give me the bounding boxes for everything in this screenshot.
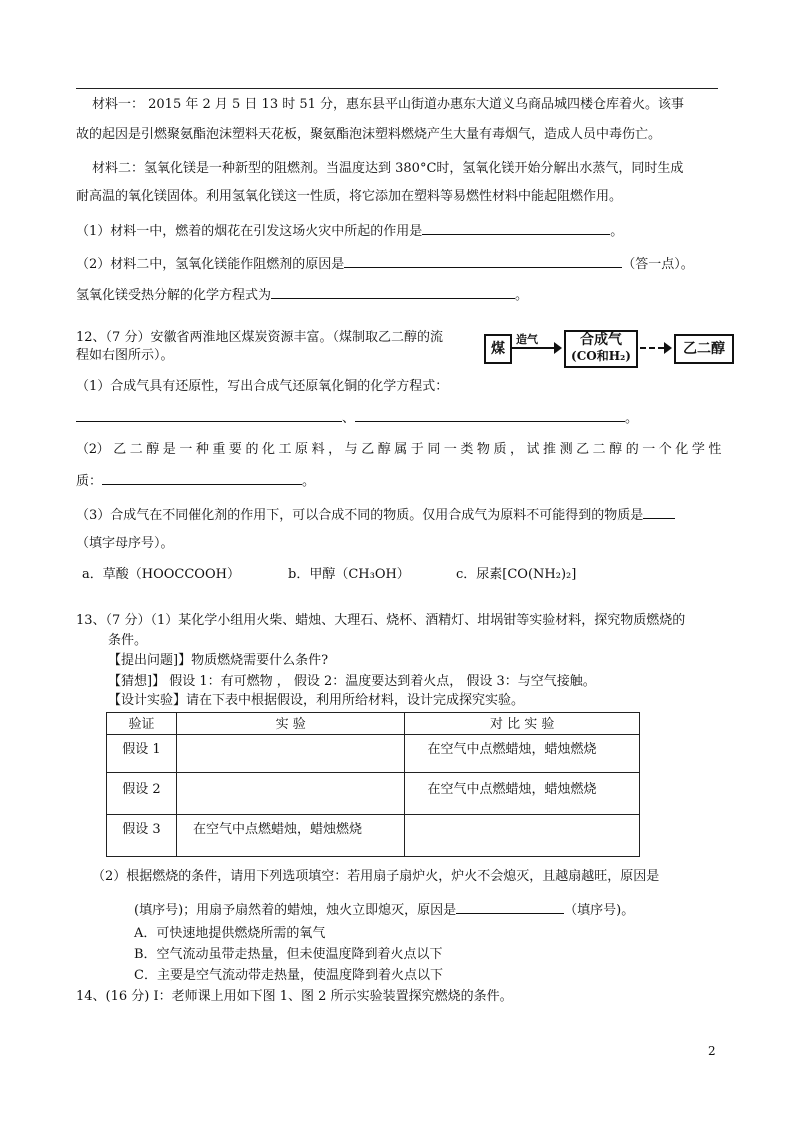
- q12-option-b: b．甲醇（CH₃OH）: [288, 567, 410, 582]
- q12-part1-sep: 、: [342, 411, 356, 426]
- q11-part1-end: 。: [610, 224, 624, 239]
- table-cell-answer[interactable]: [176, 773, 405, 815]
- flow-box-syngas: [564, 330, 638, 368]
- table-cell: 假设 2: [107, 773, 177, 815]
- q12-part2-line1: （2） 乙 二 醇 是 一 种 重 要 的 化 工 原 料 ， 与 乙 醇 属 于 同 一 类 物 质 ， 试 推 测 乙 二 醇 的 一 个 化 学 性: [76, 442, 722, 457]
- q13-design: 【设计实验】请在下表中根据假设，利用所给材料，设计完成探究实验。: [108, 693, 525, 708]
- q12-part2-end: 。: [302, 474, 316, 489]
- q13-option-b: B．空气流动虽带走热量，但未使温度降到着火点以下: [134, 947, 443, 962]
- header-rule: [76, 88, 718, 89]
- arrow-head-icon: [554, 342, 562, 354]
- answer-blank[interactable]: [643, 505, 675, 519]
- arrow-head-icon: [664, 342, 672, 354]
- table-cell-answer[interactable]: [405, 815, 640, 857]
- answer-blank[interactable]: [355, 408, 625, 422]
- q13-part2-line2: [134, 900, 634, 920]
- q11-part2-end: （答一点）。: [622, 257, 694, 272]
- flow-arrow-label: 造气: [516, 333, 538, 346]
- q13-head1: 13、（7 分）（1）某化学小组用火柴、蜡烛、大理石、烧杯、酒精灯、坩埚钳等实验材料，探究物质燃烧的: [76, 613, 686, 628]
- table-header-cell: 对 比 实 验: [405, 713, 640, 735]
- answer-blank[interactable]: [102, 471, 302, 485]
- table-header-row: [107, 713, 640, 735]
- q12-part1: （1）合成气具有还原性，写出合成气还原氧化铜的化学方程式：: [76, 379, 449, 394]
- q13-part2-text1: (填序号)；用扇予扇然着的蜡烛，烛火立即熄灭，原因是: [134, 903, 457, 918]
- q12-part3-line2: （填字母序号）。: [76, 536, 174, 551]
- q13-option-a: A．可快速地提供燃烧所需的氧气: [134, 926, 326, 941]
- q12-part1-blanks: [76, 408, 638, 428]
- q11-part3-end: 。: [515, 288, 529, 303]
- material1-line1: 材料一： 2015 年 2 月 5 日 13 时 51 分，惠东县平山街道办惠东大道义乌商品城四楼仓库着火。该事: [92, 97, 685, 112]
- q13-guess: 【猜想]】 假设 1：有可燃物 ， 假设 2：温度要达到着火点， 假设 3：与空气接触。: [108, 674, 596, 689]
- table-cell: 假设 1: [107, 735, 177, 773]
- coal-to-glycol-flowchart: [484, 330, 734, 368]
- table-cell: 在空气中点燃蜡烛，蜡烛燃烧: [405, 735, 640, 773]
- q13-question: 【提出问题]】物质燃烧需要什么条件?: [108, 653, 329, 668]
- q11-part2-text: （2）材料二中，氢氧化镁能作阻燃剂的原因是: [76, 257, 345, 272]
- q12-part3-text: （3）合成气在不同催化剂的作用下，可以合成不同的物质。仅用合成气为原料不可能得到的物质是: [76, 508, 644, 523]
- table-cell: 在空气中点燃蜡烛，蜡烛燃烧: [405, 773, 640, 815]
- q11-part3: [76, 285, 528, 305]
- table-row: [107, 735, 640, 773]
- q11-part2: [76, 254, 694, 274]
- table-cell: 在空气中点燃蜡烛，蜡烛燃烧: [176, 815, 405, 857]
- table-header-cell: 验证: [107, 713, 177, 735]
- q13-option-c: C．主要是空气流动带走热量，使温度降到着火点以下: [134, 968, 443, 983]
- answer-blank[interactable]: [76, 408, 342, 422]
- answer-blank[interactable]: [344, 254, 622, 268]
- q12-part2-text: 质：: [76, 474, 103, 489]
- flow-arrow-dashed: [640, 347, 664, 349]
- experiment-table: [106, 712, 640, 857]
- page-number: 2: [708, 1044, 716, 1058]
- material2-line1: 材料二：氢氧化镁是一种新型的阻燃剂。当温度达到 380°C时，氢氧化镁开始分解出水蒸气，同时生成: [92, 161, 684, 176]
- q12-option-a: a．草酸（HOOCCOOH）: [82, 567, 240, 582]
- q14-head: 14、(16 分) Ⅰ：老师课上用如下图 1、图 2 所示实验装置探究燃烧的条件。: [76, 989, 513, 1004]
- table-cell-answer[interactable]: [176, 735, 405, 773]
- flow-syngas-formula: (CO和H₂): [571, 349, 631, 363]
- q13-head2: 条件。: [108, 633, 148, 648]
- material2-line2: 耐高温的氧化镁固体。利用氢氧化镁这一性质，将它添加在塑料等易燃性材料中能起阻燃作用。: [76, 189, 623, 204]
- material1-line2: 故的起因是引燃聚氨酯泡沫塑料天花板，聚氨酯泡沫塑料燃烧产生大量有毒烟气，造成人员中毒伤亡。: [76, 127, 662, 142]
- q13-part2-text2: （填序号)。: [564, 903, 635, 918]
- flow-arrow-solid: [512, 347, 554, 349]
- answer-blank[interactable]: [456, 900, 564, 914]
- q11-part3-text: 氢氧化镁受热分解的化学方程式为: [76, 288, 272, 303]
- q12-part3-line1: [76, 505, 675, 525]
- flow-box-glycol: 乙二醇: [674, 334, 734, 364]
- q12-part2-line2: [76, 471, 315, 491]
- q12-head2: 程如右图所示）。: [76, 348, 174, 363]
- q11-part1: [76, 221, 623, 241]
- answer-blank[interactable]: [422, 221, 610, 235]
- table-row: [107, 773, 640, 815]
- table-row: [107, 815, 640, 857]
- flow-box-coal: 煤: [484, 334, 512, 364]
- q12-option-c: c．尿素[CO(NH₂)₂]: [456, 567, 577, 582]
- table-cell: 假设 3: [107, 815, 177, 857]
- q11-part1-text: （1）材料一中，燃着的烟花在引发这场火灾中所起的作用是: [76, 224, 423, 239]
- q13-part2-line1: （2）根据燃烧的条件，请用下列选项填空：若用扇子扇炉火，炉火不会熄灭，且越扇越旺，原因是: [92, 869, 660, 884]
- flow-syngas-label: 合成气: [580, 332, 622, 348]
- q12-part1-end: 。: [625, 411, 639, 426]
- q12-head1: 12、（7 分）安徽省两淮地区煤炭资源丰富。（煤制取乙二醇的流: [76, 330, 443, 345]
- table-header-cell: 实 验: [176, 713, 405, 735]
- answer-blank[interactable]: [271, 285, 515, 299]
